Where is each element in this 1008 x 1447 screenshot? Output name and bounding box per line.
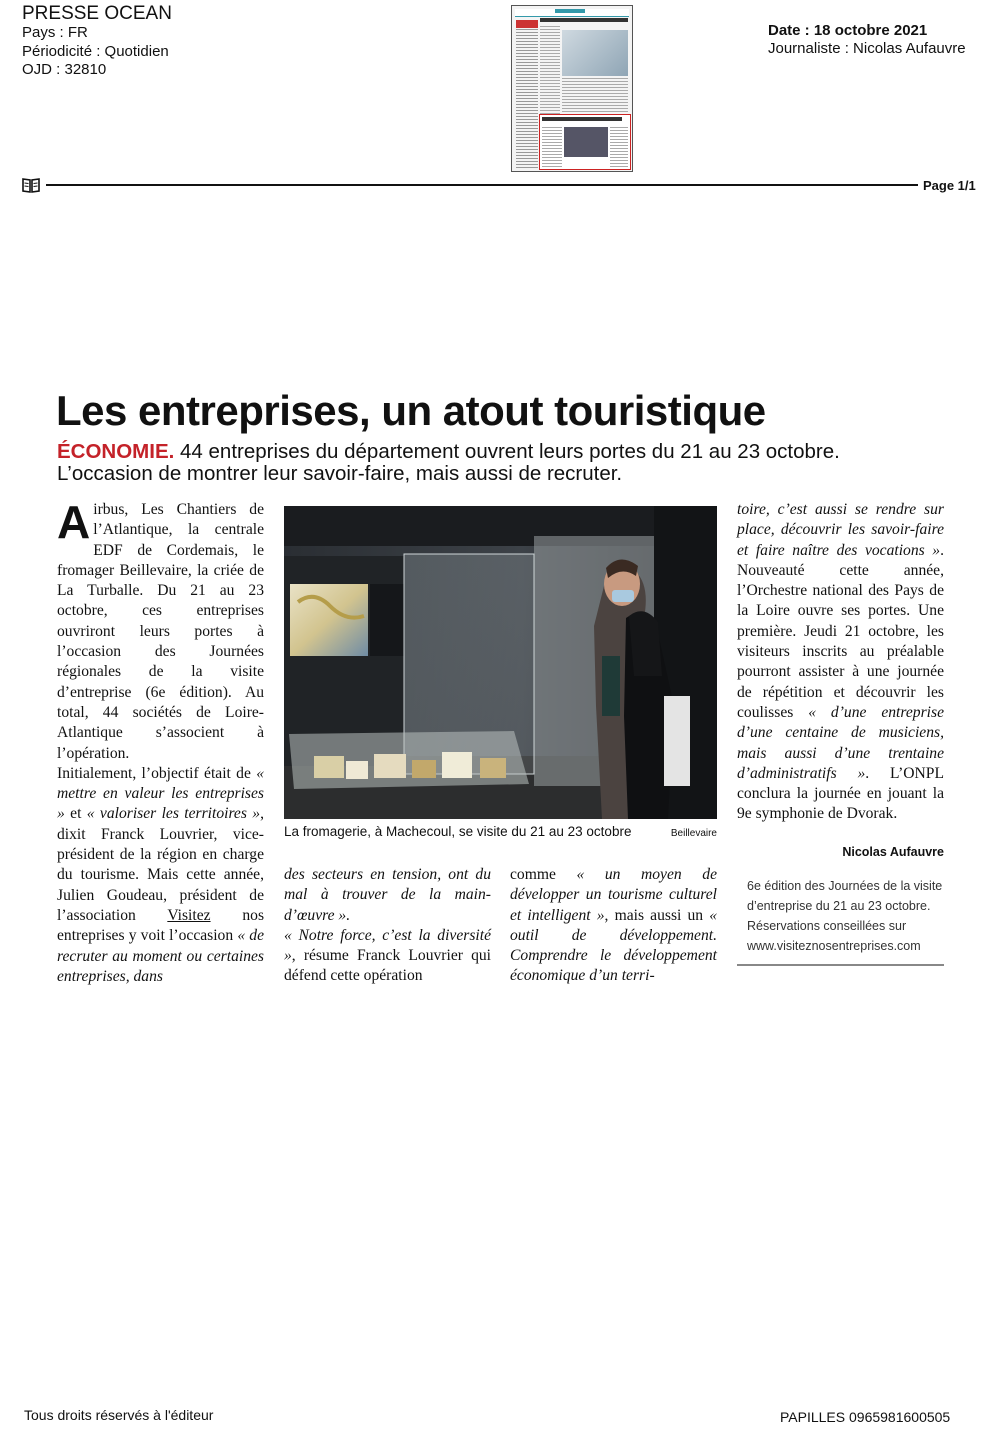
- page-thumbnail: [511, 5, 633, 172]
- photo-caption: [284, 824, 717, 839]
- footer-code: PAPILLES 0965981600505: [780, 1409, 951, 1425]
- paragraph-2: Initialement, l’objectif était de « mettre en valeur les entreprises » et « valoriser les territoires », dixit Franck Louvrier, vice-président de la région en charge du tourisme. Mais cette année, Julien Goudeau, président de l’association Visitez nos entreprises y voit l’occasion « de recruter au moment ou certaines entreprises, dans: [57, 764, 265, 985]
- footer-rights: Tous droits réservés à l'éditeur: [24, 1407, 214, 1423]
- info-line-2: d’entreprise du 21 au 23 octobre.: [747, 899, 931, 913]
- book-icon: [22, 177, 40, 193]
- info-line-1: 6e édition des Journées de la visite: [747, 879, 943, 893]
- article-column-4: [737, 500, 944, 825]
- paragraph-6: toire, c’est aussi se rendre sur place, découvrir les savoir-faire et faire naître des vocations ». Nouveauté cette année, l’Orchestre national des Pays de la Loire ouvre ses portes. Une première. Jeudi 21 octobre, les visiteurs inscrits au préalable pourront assister à une journée de répétition et découvrir les coulisses « d’une entreprise d’une centaine de musiciens, mais aussi d’une trentaine d’administratifs ». L’ONPL conclura la journée en jouant la 9e symphonie de Dvorak.: [737, 501, 944, 823]
- deck-line-1: 44 entreprises du département ouvrent leurs portes du 21 au 23 octobre.: [174, 440, 840, 463]
- article-deck: [57, 441, 840, 485]
- date: Date : 18 octobre 2021: [768, 22, 928, 39]
- deck-line-2: L’occasion de montrer leur savoir-faire, mais aussi de recruter.: [57, 462, 623, 485]
- paragraph-1: irbus, Les Chantiers de l’Atlantique, la centrale EDF de Cordemais, le fromager Beillevaire, la criée de La Turballe. Du 21 au 23 octobre, ces entreprises ouvriront leurs portes à l’occasion des Journées régionales de la visite d’entreprise (6e édition). Au total, 44 sociétés de Loire-Atlantique s’associent à l’opération.: [57, 501, 264, 762]
- paragraph-3: des secteurs en tension, ont du mal à trouver de la main-d’œuvre ».: [284, 866, 491, 924]
- country: Pays : FR: [22, 24, 88, 41]
- ojd: OJD : 32810: [22, 61, 107, 78]
- header-rule: [46, 184, 918, 186]
- drop-cap: A: [57, 496, 91, 548]
- article-column-2: [284, 865, 491, 987]
- source-meta: [22, 4, 172, 80]
- info-url: www.visiteznosentreprises.com: [747, 939, 921, 953]
- caption-text: La fromagerie, à Machecoul, se visite du 21 au 23 octobre: [284, 824, 632, 839]
- page-number: Page 1/1: [923, 178, 976, 193]
- article-headline: Les entreprises, un atout touristique: [56, 387, 766, 434]
- kicker: ÉCONOMIE.: [57, 440, 175, 463]
- info-box: [737, 872, 944, 966]
- article-column-3: [510, 865, 717, 987]
- periodicity: Périodicité : Quotidien: [22, 42, 169, 60]
- date-meta: [768, 22, 966, 58]
- article-column-1: [57, 496, 265, 987]
- byline: Nicolas Aufauvre: [842, 845, 944, 859]
- paragraph-5: comme « un moyen de développer un tourisme culturel et intelligent », mais aussi un « outil de développement. Comprendre le développement économique d’un terri-: [510, 866, 717, 985]
- visitez-link: Visitez: [167, 906, 211, 924]
- info-line-3: Réservations conseillées sur: [747, 919, 907, 933]
- publication-name: PRESSE OCEAN: [22, 3, 172, 24]
- article-photo: [284, 506, 717, 819]
- journalist: Journaliste : Nicolas Aufauvre: [768, 40, 966, 57]
- photo-credit: Beillevaire: [670, 828, 717, 839]
- paragraph-4: « Notre force, c’est la diversité », résume Franck Louvrier qui défend cette opération: [284, 926, 491, 985]
